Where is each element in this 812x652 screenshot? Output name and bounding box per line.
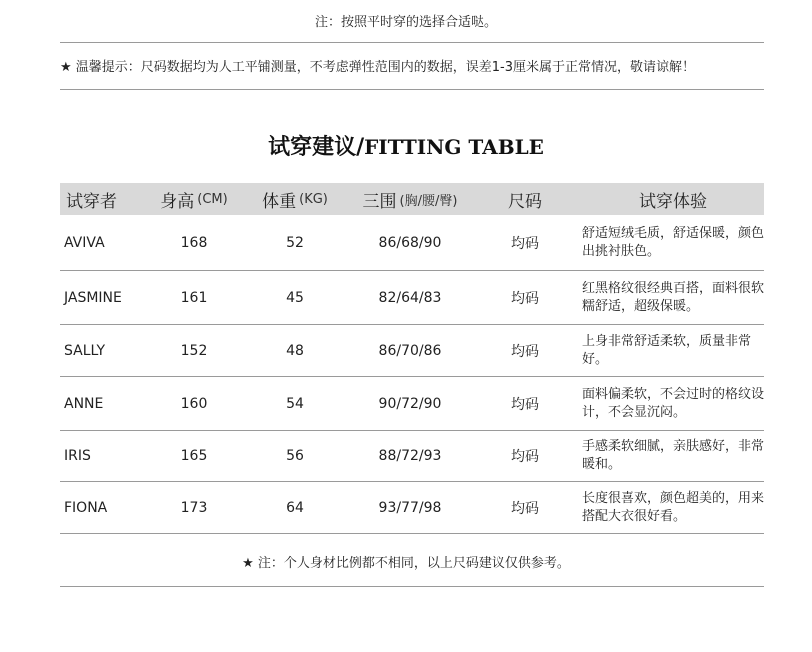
row-weight: 52: [286, 234, 304, 251]
row-experience: 红黑格纹很经典百搭，面料很软糯舒适，超级保暖。: [582, 280, 765, 314]
table-row: [60, 215, 764, 271]
top-note: 注：按照平时穿的选择合适哒。: [314, 15, 497, 30]
row-measure: 90/72/90: [378, 395, 442, 412]
row-size: 均码: [511, 343, 539, 360]
header-height-label: 身高: [160, 191, 195, 212]
table-row: [60, 271, 764, 325]
divider-bottom: [60, 586, 764, 587]
page-title: [0, 130, 812, 161]
header-size: 尺码: [508, 191, 542, 212]
title-en: FITTING TABLE: [364, 135, 544, 159]
row-height: 168: [180, 234, 208, 251]
header-measure-unit: (胸/腰/臀): [399, 193, 458, 209]
row-name: JASMINE: [64, 289, 122, 306]
row-height: 161: [180, 289, 208, 306]
divider-tip: [60, 89, 764, 90]
table-row: [60, 325, 764, 377]
row-size: 均码: [511, 500, 539, 517]
row-measure: 86/70/86: [378, 342, 442, 359]
header-height-unit: (CM): [197, 191, 228, 207]
title-cn: 试穿建议/: [268, 135, 365, 160]
row-experience: 上身非常舒适柔软，质量非常好。: [582, 333, 752, 367]
header-measure: [350, 183, 470, 215]
row-height: 152: [180, 342, 208, 359]
row-name: ANNE: [64, 395, 104, 412]
row-size: 均码: [511, 290, 539, 307]
header-experience: 试穿体验: [639, 191, 707, 212]
table-row: [60, 431, 764, 482]
row-height: 160: [180, 395, 208, 412]
row-name: IRIS: [64, 448, 91, 464]
row-weight: 64: [286, 499, 304, 516]
row-name: AVIVA: [64, 234, 105, 251]
row-measure: 82/64/83: [378, 289, 442, 306]
row-weight: 48: [286, 342, 304, 359]
row-experience: 面料偏柔软，不会过时的格纹设计，不会显沉闷。: [582, 386, 765, 420]
header-weight-unit: (KG): [299, 191, 328, 207]
row-size: 均码: [511, 235, 539, 252]
bottom-note: ★ 注：个人身材比例都不相同，以上尺码建议仅供参考。: [242, 556, 570, 571]
row-size: 均码: [511, 449, 539, 465]
row-height: 173: [180, 499, 208, 516]
header-measure-label: 三围: [362, 191, 397, 212]
row-measure: 86/68/90: [378, 234, 442, 251]
header-weight-label: 体重: [262, 191, 297, 212]
row-experience: 长度很喜欢，颜色超美的，用来搭配大衣很好看。: [582, 490, 765, 524]
row-weight: 45: [286, 289, 304, 306]
row-name: FIONA: [64, 499, 108, 516]
row-weight: 56: [286, 448, 304, 464]
row-weight: 54: [286, 395, 304, 412]
table-row: [60, 482, 764, 534]
measurement-tip: ★ 温馨提示：尺码数据均为人工平铺测量，不考虑弹性范围内的数据，误差1-3厘米属于正常情况，敬请谅解！: [60, 60, 696, 75]
table-header: [60, 183, 764, 215]
row-name: SALLY: [64, 342, 106, 359]
table-row: [60, 377, 764, 431]
row-experience: 手感柔软细腻，亲肤感好，非常暖和。: [582, 439, 765, 472]
row-size: 均码: [511, 396, 539, 413]
header-height: [150, 183, 238, 215]
header-weight: [250, 183, 340, 215]
divider-top: [60, 42, 764, 43]
row-height: 165: [180, 448, 208, 464]
row-measure: 88/72/93: [378, 448, 442, 464]
row-measure: 93/77/98: [378, 499, 442, 516]
row-experience: 舒适短绒毛质，舒适保暖，颜色出挑衬肤色。: [582, 225, 765, 259]
header-tester: 试穿者: [66, 191, 117, 212]
